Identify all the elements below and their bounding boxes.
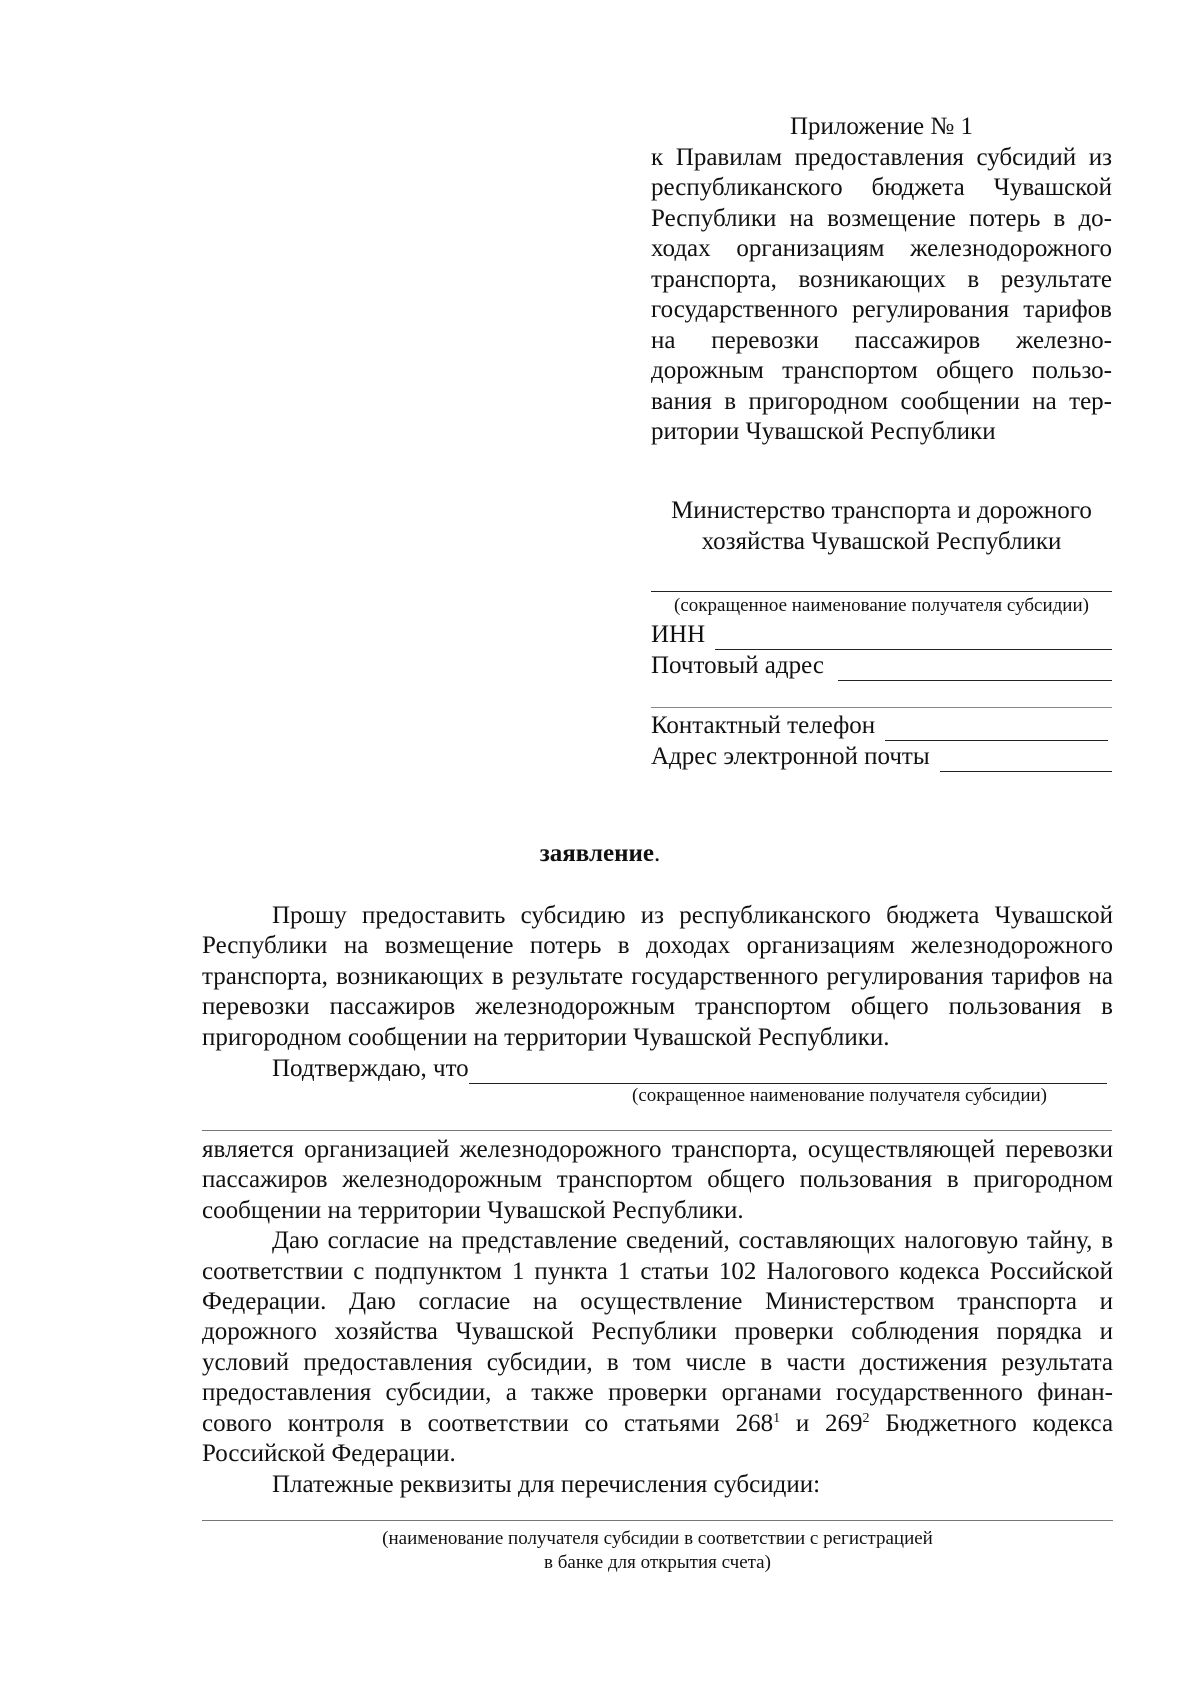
phone-label: Контактный телефон [651,712,876,739]
article-268: 268 [735,1409,774,1437]
document-body [202,901,1113,1575]
inn-line [715,625,1112,650]
and-word: и [795,1409,810,1437]
short-name-line [651,557,1112,592]
confirm-row [202,1053,1113,1084]
inn-field [651,619,1112,650]
short-name-caption: (сокращенное наименование получателя субсидии) [674,595,1089,616]
bank-name-line [202,1500,1113,1521]
request-paragraph: Прошу предоставить субсидию из республиканского бюджета Чувашской Республики на возмещение потерь в доходах организациям железнодорожного транспорта, возникающих в результате государственного регулирования тарифов на перевозки пассажиров железнодорожным транспортом общего пользования в пригородном сообщении на территории Чувашской Республики. [202,902,1113,1051]
bank-caption-line-1: (наименование получателя субсидии в соответствии с регистрацией [382,1527,933,1549]
email-line [940,747,1112,772]
confirm-caption: (сокращенное наименование получателя субсидии) [632,1085,1047,1107]
email-field [651,741,1112,772]
consent-text: Даю согласие на представление сведений, составляющих налоговую тайну, в соответствии с подпунктом 1 пункта 1 статьи 102 Налогового кодекса Российской Федерации. Даю согласие на осуществление Министерством транспорта и дорожного хозяйства Чувашской Республики проверки соблюдения порядка и условий предоставления субсидии, в том числе в части достижения результата предоставления субсидии, а также проверки органами государственного финансового контроля в соответствии со статьями [202,1227,1113,1437]
appendix-text: к Правилам предоставления субсидий из республиканского бюджета Чувашской Республики на возмещение потерь в доходах организациям железнодорожного транспорта, возникающих в результате государственного регулирования тарифов на перевозки пассажиров железнодорожным транспортом общего пользования в пригородном сообщении на территории Чувашской Республики [651,143,1112,445]
postal-address-line [838,656,1112,681]
postal-address-field [651,650,1112,681]
document-title [0,839,1200,869]
bank-caption [202,1527,1113,1575]
consent-tail: Бюджетного кодекса Российской Федерации. [202,1409,1114,1468]
confirm-line [469,1059,1107,1084]
recipient-block [651,496,1112,772]
payment-details-paragraph: Платежные реквизиты для перечисления субсидии: [272,1470,821,1498]
ministry-name: Министерство транспорта и дорожного хозяйства Чувашской Республики [671,497,1092,555]
phone-field [651,710,1112,741]
email-label: Адрес электронной почты [651,743,930,770]
status-paragraph: является организацией железнодорожного транспорта, осуществляющей перевозки пассажиров железнодорожным транспортом общего пользования в пригородном сообщении на территории Чувашской Республики. [202,1136,1113,1224]
confirm-label: Подтверждаю, что [272,1055,469,1083]
consent-paragraph [202,1226,1113,1469]
article-269: 269 [825,1409,863,1437]
appendix-number: Приложение № 1 [789,113,974,140]
postal-address-line-2 [651,681,1112,708]
confirm-second-line [202,1108,1112,1131]
bank-caption-line-2: в банке для открытия счета) [544,1551,771,1573]
postal-address-label: Почтовый адрес [651,652,824,679]
article-269-sup: 2 [862,1410,870,1426]
title-punct: . [654,840,661,867]
title-word: заявление [539,840,655,867]
article-268-sup: 1 [773,1410,781,1426]
inn-label: ИНН [651,621,706,648]
appendix-block [651,112,1112,448]
phone-line [885,716,1108,741]
